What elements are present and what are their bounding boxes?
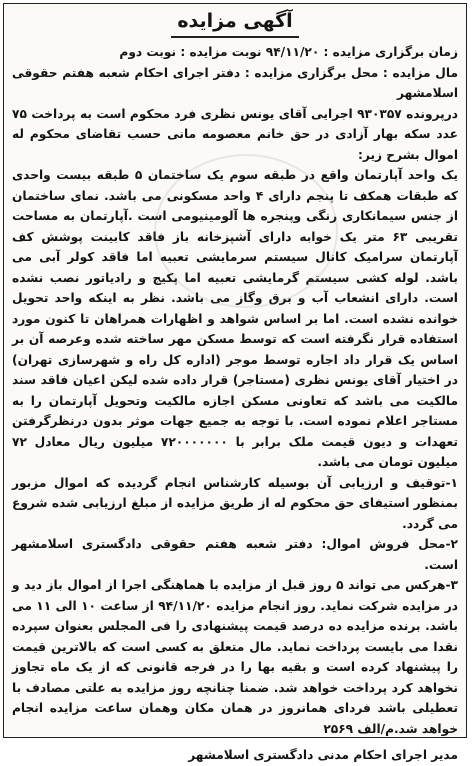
case-intro: درپرونده ۹۳۰۳۵۷ اجرایی آقای یونس نظری فرد محکوم است به پرداخت ۷۵ عدد سکه بهار آزادی در حق خانم معصومه مانی حسب تقاضای محکوم له اموال بشرح زیر: [12,106,458,162]
condition-item-3: ۳-هرکس می تواند ۵ روز قبل از مزایده با هماهنگی اجرا از اموال باز دید و در مزایده شرکت نماید. روز انجام مزایده ۹۴/۱۱/۲۰ از ساعت ۱۰ الی ۱۱ می باشد. برنده مزایده ده درصد قیمت پیشنهادی را فی المجلس بعنوان سپرده نقدا می بایست پرداخت نماید. مال متعلق به کسی است که بالاترین قیمت را پیشنهاد کرده است و بقیه بها را در فرجه قانونی که از یک ماه تجاوز نخواهد کرد پرداخت خواهد شد. ضمنا چنانچه روز مزایده به علتی مصادف با تعطیلی باشد فردای همانروز در همان مکان وهمان ساعت مزایده انجام خواهد شد.م/الف ۲۵۶۹ [12,578,458,736]
signature-line: مدیر اجرای احکام مدنی دادگستری اسلامشهر [188,748,458,762]
condition-item-1: ۱-توقیف و ارزیابی آن بوسیله کارشناس انجام گردیده که اموال مزبور بمنظور استیفای حق محکوم له از طریق مزایده از مبلغ ارزیابی شده شروع می گردد. [12,475,458,531]
title-underline [171,36,299,38]
condition-item-2: ۲-محل فروش اموال: دفتر شعبه هفتم حقوقی دادگستری اسلامشهر است. [12,537,458,572]
property-description: یک واحد آپارتمان واقع در طبقه سوم یک ساختمان ۵ طبقه بیست واحدی که طبقات همکف تا پنجم دارای ۴ واحد مسکونی می باشد. نمای ساختمان از جنس سیمانکاری رنگی وپنجره ها آلومینیومی است .آپارتمان به مساحت تقریبی ۶۳ متر یک خوابه دارای آشپزخانه باز فاقد کابینت پوشش کف آپارتمان سرامیک کانال سیستم سرمایشی تعبیه اما فاقد کولر آبی می باشد. لوله کشی سیستم گرمایشی تعبیه اما پکیج و رادیاتور نصب نشده است. دارای انشعاب آب و برق وگاز می باشد. نظر به اینکه واحد تحویل خوانده نشده است. اما بر اساس شواهد و اظهارات همراهان تا کنون مورد استفاده قرار نگرفته است که توسط مسکن مهر ساخته شده وعرصه آن بر اساس یک قرار داد اجاره توسط موجر (اداره کل راه و شهرسازی تهران) در اختیار آقای یونس نظری (مستاجر) قرار داده شده لیکن اعیان فاقد سند مالکیت می باشد که تعاونی مسکن اجازه مالکیت وتحویل آپارتمان را به مستاجر اعلام نموده است. با توجه به جمیع جهات موثر بدون درنظرگرفتن تعهدات و دیون قیمت ملک برابر با ۷۲۰۰۰۰۰۰۰ میلیون ریال معادل ۷۲ میلیون تومان می باشد. [12,168,459,469]
notice-title: آگهی مزایده [177,10,293,32]
auction-place: مال مزایده : محل برگزاری مزایده : دفتر اجرای احکام شعبه هفتم حقوقی اسلامشهر [12,65,458,100]
auction-time: زمان برگزاری مزایده : ۹۴/۱۱/۲۰ نوبت مزایده : نوبت دوم [119,45,458,59]
auction-notice [3,3,467,762]
